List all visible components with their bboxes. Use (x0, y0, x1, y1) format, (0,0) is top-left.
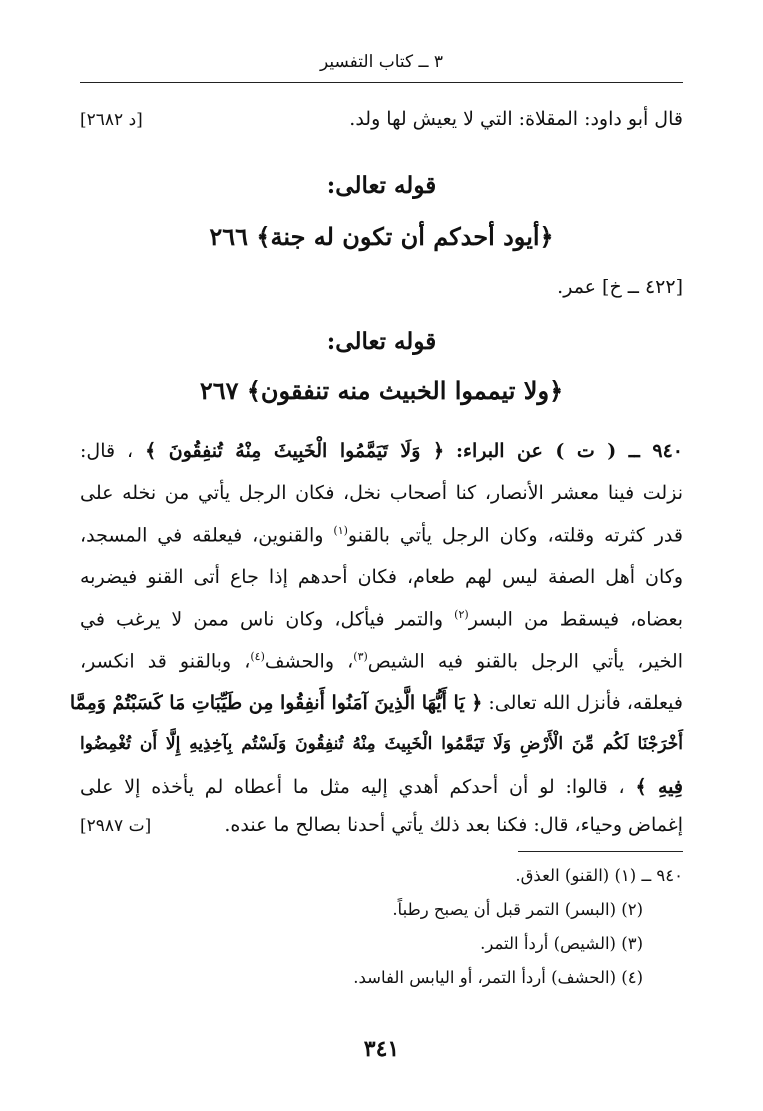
section1-ayah-heading: ﴿أيود أحدكم أن تكون له جنة﴾ ٢٦٦ (209, 222, 554, 251)
footnote-4: (٤) (الحشف) أردأ التمر، أو اليابس الفاسد. (353, 968, 643, 987)
section2-qawl-heading: قوله تعالى: (326, 328, 437, 355)
quran-quote-2c: فِيهِ ﴾ (635, 776, 684, 798)
abu-dawud-note: قال أبو داود: المقلاة: التي لا يعيش لها ولد. (349, 108, 683, 130)
footnote-marker-4: (٤) (250, 650, 265, 663)
page-number: ٣٤١ (363, 1036, 400, 1062)
quran-quote-2a: ﴿ يَا أَيُّهَا الَّذِينَ آمَنُوا أَنفِقُوا مِن طَيِّبَاتِ مَا كَسَبْتُمْ وَمِمَّا (69, 692, 483, 714)
hadith-line-4: وكان أهل الصفة ليس لهم طعام، فكان أحدهم إذا جاع أتى القنو فيضربه (80, 566, 683, 588)
hadith-line-7 (69, 692, 683, 714)
hadith-line-9-rest: ، قالوا: لو أن أحدكم أهدي إليه مثل ما أعطاه لم يأخذه إلا على (80, 776, 625, 798)
hadith-line-5 (80, 608, 683, 630)
abu-dawud-reference: [د ٢٦٨٢] (80, 110, 143, 130)
hadith-line-7-start: فيعلقه، فأنزل الله تعالى: (488, 692, 683, 714)
hadith-line-5b: والتمر فيأكل، وكان ناس ممن لا يرغب في (80, 608, 444, 631)
hadith-line-3 (80, 524, 683, 546)
quran-quote-1: ﴿ وَلَا تَيَمَّمُوا الْخَبِيثَ مِنْهُ تُنفِقُونَ ﴾ (145, 440, 445, 462)
footnote-2: (٢) (البسر) التمر قبل أن يصبح رطباً. (392, 900, 643, 919)
hadith-line-3b: والقنوين، فيعلقه في المسجد، (80, 524, 324, 547)
footnote-rule (518, 851, 683, 852)
footnote-1: ٩٤٠ ــ (١) (القنو) العذق. (515, 866, 683, 885)
section1-reference: [٤٢٢ ــ خ] عمر. (557, 276, 683, 298)
quran-quote-2b: أَخْرَجْنَا لَكُم مِّنَ الْأَرْضِ وَلَا تَيَمَّمُوا الْخَبِيثَ مِنْهُ تُنفِقُونَ وَلَسْتُم بِآخِذِيهِ إِلَّا أَن تُغْمِضُوا (80, 734, 683, 754)
hadith-line-9 (80, 776, 683, 798)
hadith-line-6b: ، والحشف (264, 650, 354, 673)
section2-ayah-heading: ﴿ولا تيمموا الخبيث منه تنفقون﴾ ٢٦٧ (199, 376, 564, 405)
abu-dawud-note-line (80, 108, 683, 130)
hadith-line-5a: بعضاه، فيسقط من البسر (468, 608, 683, 631)
footnote-marker-3: (٣) (353, 650, 368, 663)
hadith-line-1-end: ، قال: (80, 440, 134, 462)
hadith-number-intro: ٩٤٠ ــ ( ت ) عن البراء: (456, 440, 684, 462)
hadith-line-2: نزلت فينا معشر الأنصار، كنا أصحاب نخل، فكان الرجل يأتي من نخله على (80, 482, 683, 504)
tirmidhi-reference: [ت ٢٩٨٧] (80, 816, 152, 836)
footnote-marker-2: (٢) (454, 608, 469, 621)
hadith-line-6 (80, 650, 683, 672)
footnote-3: (٣) (الشيص) أردأ التمر. (480, 934, 643, 953)
hadith-line-10 (80, 814, 683, 836)
section1-qawl-heading: قوله تعالى: (326, 172, 437, 199)
hadith-line-6c: ، وبالقنو قد انكسر، (80, 650, 251, 673)
hadith-line-3a: قدر كثرته وقلته، وكان الرجل يأتي بالقنو (347, 524, 683, 547)
hadith-line-1 (80, 440, 683, 462)
hadith-line-6a: الخير، يأتي الرجل بالقنو فيه الشيص (367, 650, 683, 673)
footnote-marker-1: (١) (333, 524, 348, 537)
hadith-line-10-text: إغماض وحياء، قال: فكنا بعد ذلك يأتي أحدنا بصالح ما عنده. (224, 814, 683, 836)
header-rule (80, 82, 683, 83)
running-header: ٣ ــ كتاب التفسير (319, 52, 444, 72)
